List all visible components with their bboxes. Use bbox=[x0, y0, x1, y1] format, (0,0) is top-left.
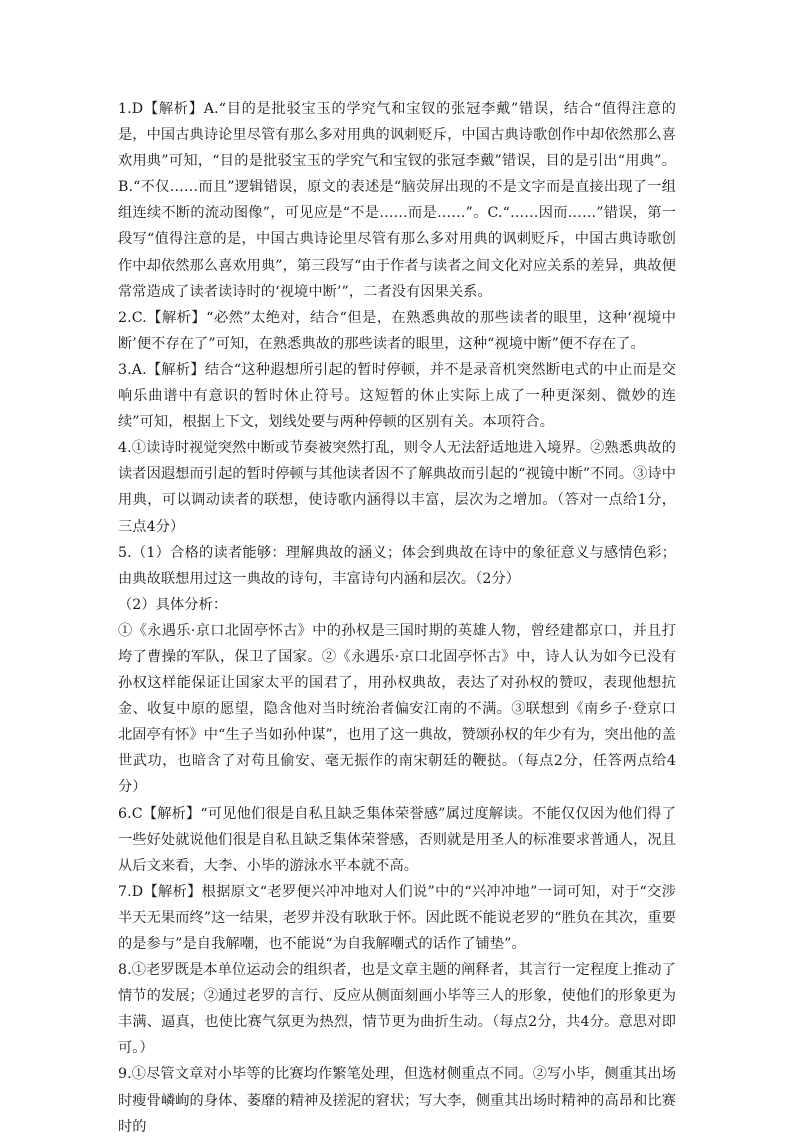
answer-q9: 9.①尽管文章对小毕等的比赛均作繁笔处理，但选材侧重点不同。②写小毕，侧重其出场时瘦骨嶙峋的身体、萎靡的精神及搓泥的窘状；写大李，侧重其出场时精神的高昂和比赛时的 bbox=[118, 1066, 676, 1135]
answer-q6: 6.C【解析】“可见他们很是自私且缺乏集体荣誉感”属过度解读。不能仅仅因为他们得了一些好处就说他们很是自私且缺乏集体荣誉感，否则就是用圣人的标准要求普通人，况且从后文来看，大李、小毕的游泳水平本就不高。 bbox=[118, 805, 676, 874]
answer-q5-part2-body: ①《永遇乐·京口北固亭怀古》中的孙权是三国时期的英雄人物，曾经建都京口，并且打垮了曹操的军队，保卫了国家。②《永遇乐·京口北固亭怀古》中，诗人认为如今已没有孙权这样能保证让国家太平的国君了，用孙权典故，表达了对孙权的赞叹，表现他想抗金、收复中原的愿望，隐含他对当时统治者偏安江南的不满。③联想到《南乡子·登京口北固亭有怀》中“生子当如孙仲谋”，也用了这一典故，赞颂孙权的年少有为，突出他的盖世武功，也暗含了对苟且偷安、毫无振作的南宋朝廷的鞭挞。（每点2分，任答两点给4分） bbox=[118, 622, 676, 796]
answer-q1: 1.D【解析】A.“目的是批驳宝玉的学究气和宝钗的张冠李戴”错误，结合“值得注意的是，中国古典诗论里尽管有那么多对用典的讽刺贬斥，中国古典诗歌创作中却依然那么喜欢用典”可知，“目的是批驳宝玉的学究气和宝钗的张冠李戴”错误，目的是引出“用典”。B.“不仅……而且”逻辑错误，原文的表述是“脑荧屏出现的不是文字而是直接出现了一组组连续不断的流动图像”，可见应是“不是……而是……”。C.“……因而……”错误，第一段写“值得注意的是，中国古典诗论里尽管有那么多对用典的讽刺贬斥，中国古典诗歌创作中却依然那么喜欢用典”，第三段写“由于作者与读者之间文化对应关系的差异，典故便常常造成了读者读诗时的‘视境中断’”，二者没有因果关系。 bbox=[118, 101, 676, 300]
answer-q2: 2.C.【解析】“必然”太绝对，结合“但是，在熟悉典故的那些读者的眼里，这种‘视境中断’便不存在了”可知，在熟悉典故的那些读者的眼里，这种“视境中断”便不存在了。 bbox=[118, 309, 676, 352]
answer-q3: 3.A.【解析】结合“这种遐想所引起的暂时停顿，并不是录音机突然断电式的中止而是交响乐曲谱中有意识的暂时休止符号。这短暂的休止实际上成了一种更深刻、微妙的连续”可知，根据上下文，划线处要与两种停顿的区别有关。本项符合。 bbox=[118, 361, 676, 431]
answer-q7: 7.D【解析】根据原文“老罗便兴冲冲地对人们说”中的“兴冲冲地”一词可知，对于“交涉半天无果而终”这一结果，老罗并没有耿耿于怀。因此既不能说老罗的“胜负在其次，重要的是参与”是自我解嘲，也不能说“为自我解嘲式的话作了铺垫”。 bbox=[118, 883, 676, 952]
document-page bbox=[118, 96, 676, 1140]
answer-q8: 8.①老罗既是本单位运动会的组织者，也是文章主题的阐释者，其言行一定程度上推动了情节的发展；②通过老罗的言行、反应从侧面刻画小毕等三人的形象，使他们的形象更为丰满、逼真，也使比赛气氛更为热烈，情节更为曲折生动。（每点2分，共4分。意思对即可。） bbox=[118, 962, 676, 1057]
answer-q4: 4.①读诗时视觉突然中断或节奏被突然打乱，则令人无法舒适地进入境界。②熟悉典故的读者因遐想而引起的暂时停顿与其他读者因不了解典故而引起的“视镜中断”不同。③诗中用典，可以调动读者的联想，使诗歌内涵得以丰富，层次为之增加。（答对一点给1分，三点4分） bbox=[118, 440, 676, 535]
answer-q5-part2-heading: （2）具体分析： bbox=[118, 596, 228, 613]
answer-q5-part1: 5.（1）合格的读者能够：理解典故的涵义；体会到典故在诗中的象征意义与感情色彩；由典故联想用过这一典故的诗句，丰富诗句内涵和层次。（2分） bbox=[118, 544, 676, 587]
